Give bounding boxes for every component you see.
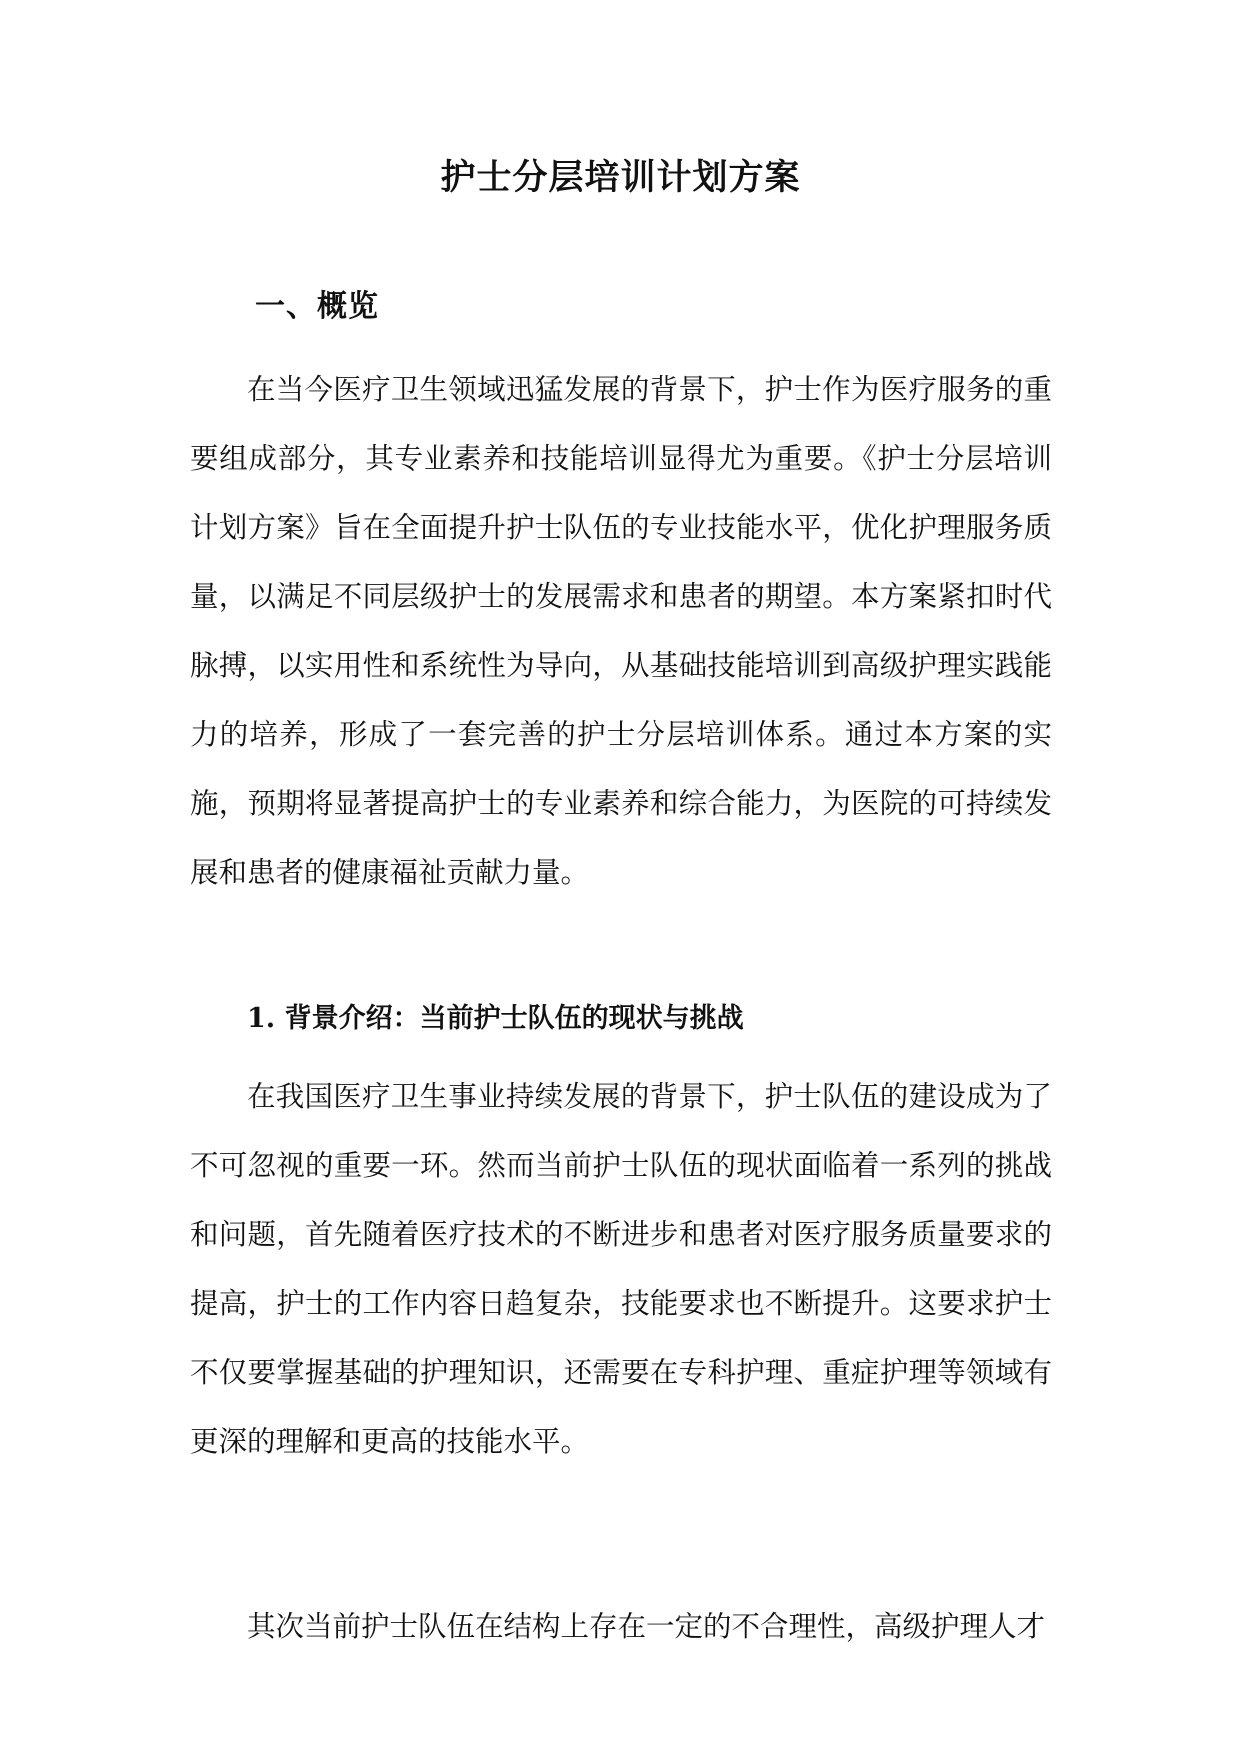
document-title: 护士分层培训计划方案 xyxy=(440,157,801,198)
background-paragraph-2: 其次当前护士队伍在结构上存在一定的不合理性，高级护理人才 xyxy=(247,1610,1046,1643)
overview-paragraph: 在当今医疗卫生领域迅猛发展的背景下，护士作为医疗服务的重要组成部分，其专业素养和技能培训显得尤为重要。《护士分层培训计划方案》旨在全面提升护士队伍的专业技能水平，优化护理服务质量，以满足不同层级护士的发展需求和患者的期望。本方案紧扣时代脉搏，以实用性和系统性为导向，从基础技能培训到高级护理实践能力的培养，形成了一套完善的护士分层培训体系。通过本方案的实施，预期将显著提高护士的专业素养和综合能力，为医院的可持续发展和患者的健康福祉贡献力量。 xyxy=(190,373,1052,889)
section-heading-overview: 一、概览 xyxy=(255,289,379,324)
background-paragraph-1: 在我国医疗卫生事业持续发展的背景下，护士队伍的建设成为了不可忽视的重要一环。然而当前护士队伍的现状面临着一系列的挑战和问题，首先随着医疗技术的不断进步和患者对医疗服务质量要求的提高，护士的工作内容日趋复杂，技能要求也不断提升。这要求护士不仅要掌握基础的护理知识，还需要在专科护理、重症护理等领域有更深的理解和更高的技能水平。 xyxy=(190,1080,1052,1458)
subsection-heading-background: 1. 背景介绍：当前护士队伍的现状与挑战 xyxy=(247,1003,744,1034)
